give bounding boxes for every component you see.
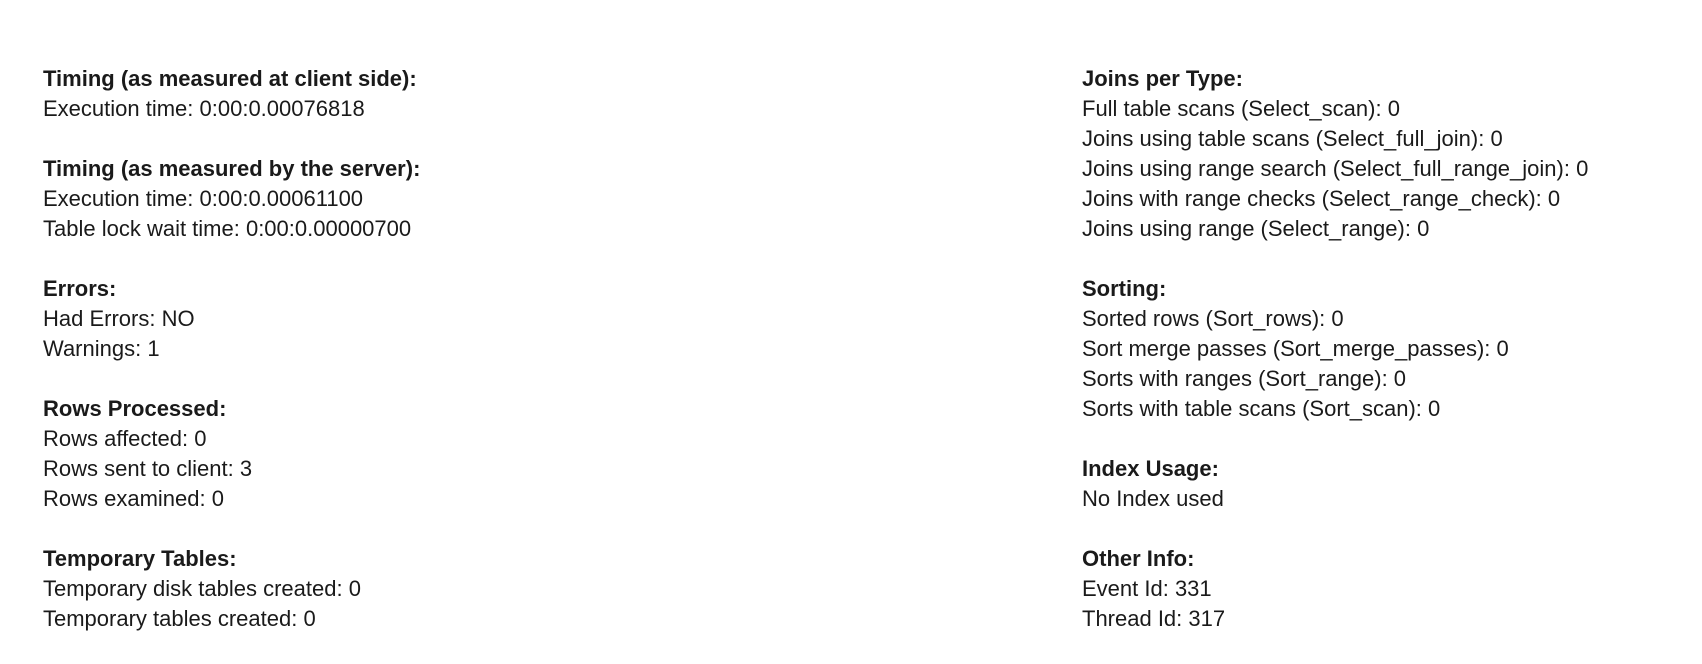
sorting-section: [1082, 274, 1588, 424]
other-info-section: [1082, 544, 1588, 634]
section-title: Joins per Type:: [1082, 66, 1243, 91]
table-lock-wait-time: Table lock wait time: 0:00:0.00000700: [43, 216, 412, 241]
select-full-join: Joins using table scans (Select_full_join): 0: [1082, 126, 1503, 151]
temporary-tables-created: Temporary tables created: 0: [43, 606, 316, 631]
errors-section: [43, 274, 420, 364]
section-title: Temporary Tables:: [43, 546, 237, 571]
sort-range: Sorts with ranges (Sort_range): 0: [1082, 366, 1407, 391]
select-full-range-join: Joins using range search (Select_full_range_join): 0: [1082, 156, 1589, 181]
sort-rows: Sorted rows (Sort_rows): 0: [1082, 306, 1344, 331]
rows-affected: Rows affected: 0: [43, 426, 207, 451]
thread-id: Thread Id: 317: [1082, 606, 1226, 631]
had-errors: Had Errors: NO: [43, 306, 195, 331]
client-timing-section: [43, 64, 420, 124]
rows-processed-section: [43, 394, 420, 514]
warnings: Warnings: 1: [43, 336, 160, 361]
index-used: No Index used: [1082, 486, 1224, 511]
section-title: Timing (as measured by the server):: [43, 156, 421, 181]
section-title: Timing (as measured at client side):: [43, 66, 417, 91]
server-timing-section: [43, 154, 420, 244]
section-title: Other Info:: [1082, 546, 1195, 571]
sort-merge-passes: Sort merge passes (Sort_merge_passes): 0: [1082, 336, 1509, 361]
select-scan: Full table scans (Select_scan): 0: [1082, 96, 1400, 121]
right-column: [1082, 64, 1588, 664]
temporary-disk-tables-created: Temporary disk tables created: 0: [43, 576, 361, 601]
select-range-check: Joins with range checks (Select_range_check): 0: [1082, 186, 1561, 211]
section-title: Errors:: [43, 276, 117, 301]
rows-sent-to-client: Rows sent to client: 3: [43, 456, 253, 481]
server-execution-time: Execution time: 0:00:0.00061100: [43, 186, 364, 211]
event-id: Event Id: 331: [1082, 576, 1212, 601]
section-title: Sorting:: [1082, 276, 1167, 301]
sort-scan: Sorts with table scans (Sort_scan): 0: [1082, 396, 1441, 421]
index-usage-section: [1082, 454, 1588, 514]
rows-examined: Rows examined: 0: [43, 486, 224, 511]
select-range: Joins using range (Select_range): 0: [1082, 216, 1430, 241]
section-title: Rows Processed:: [43, 396, 227, 421]
temporary-tables-section: [43, 544, 420, 634]
client-execution-time: Execution time: 0:00:0.00076818: [43, 96, 365, 121]
left-column: [43, 64, 420, 664]
joins-per-type-section: [1082, 64, 1588, 244]
section-title: Index Usage:: [1082, 456, 1219, 481]
